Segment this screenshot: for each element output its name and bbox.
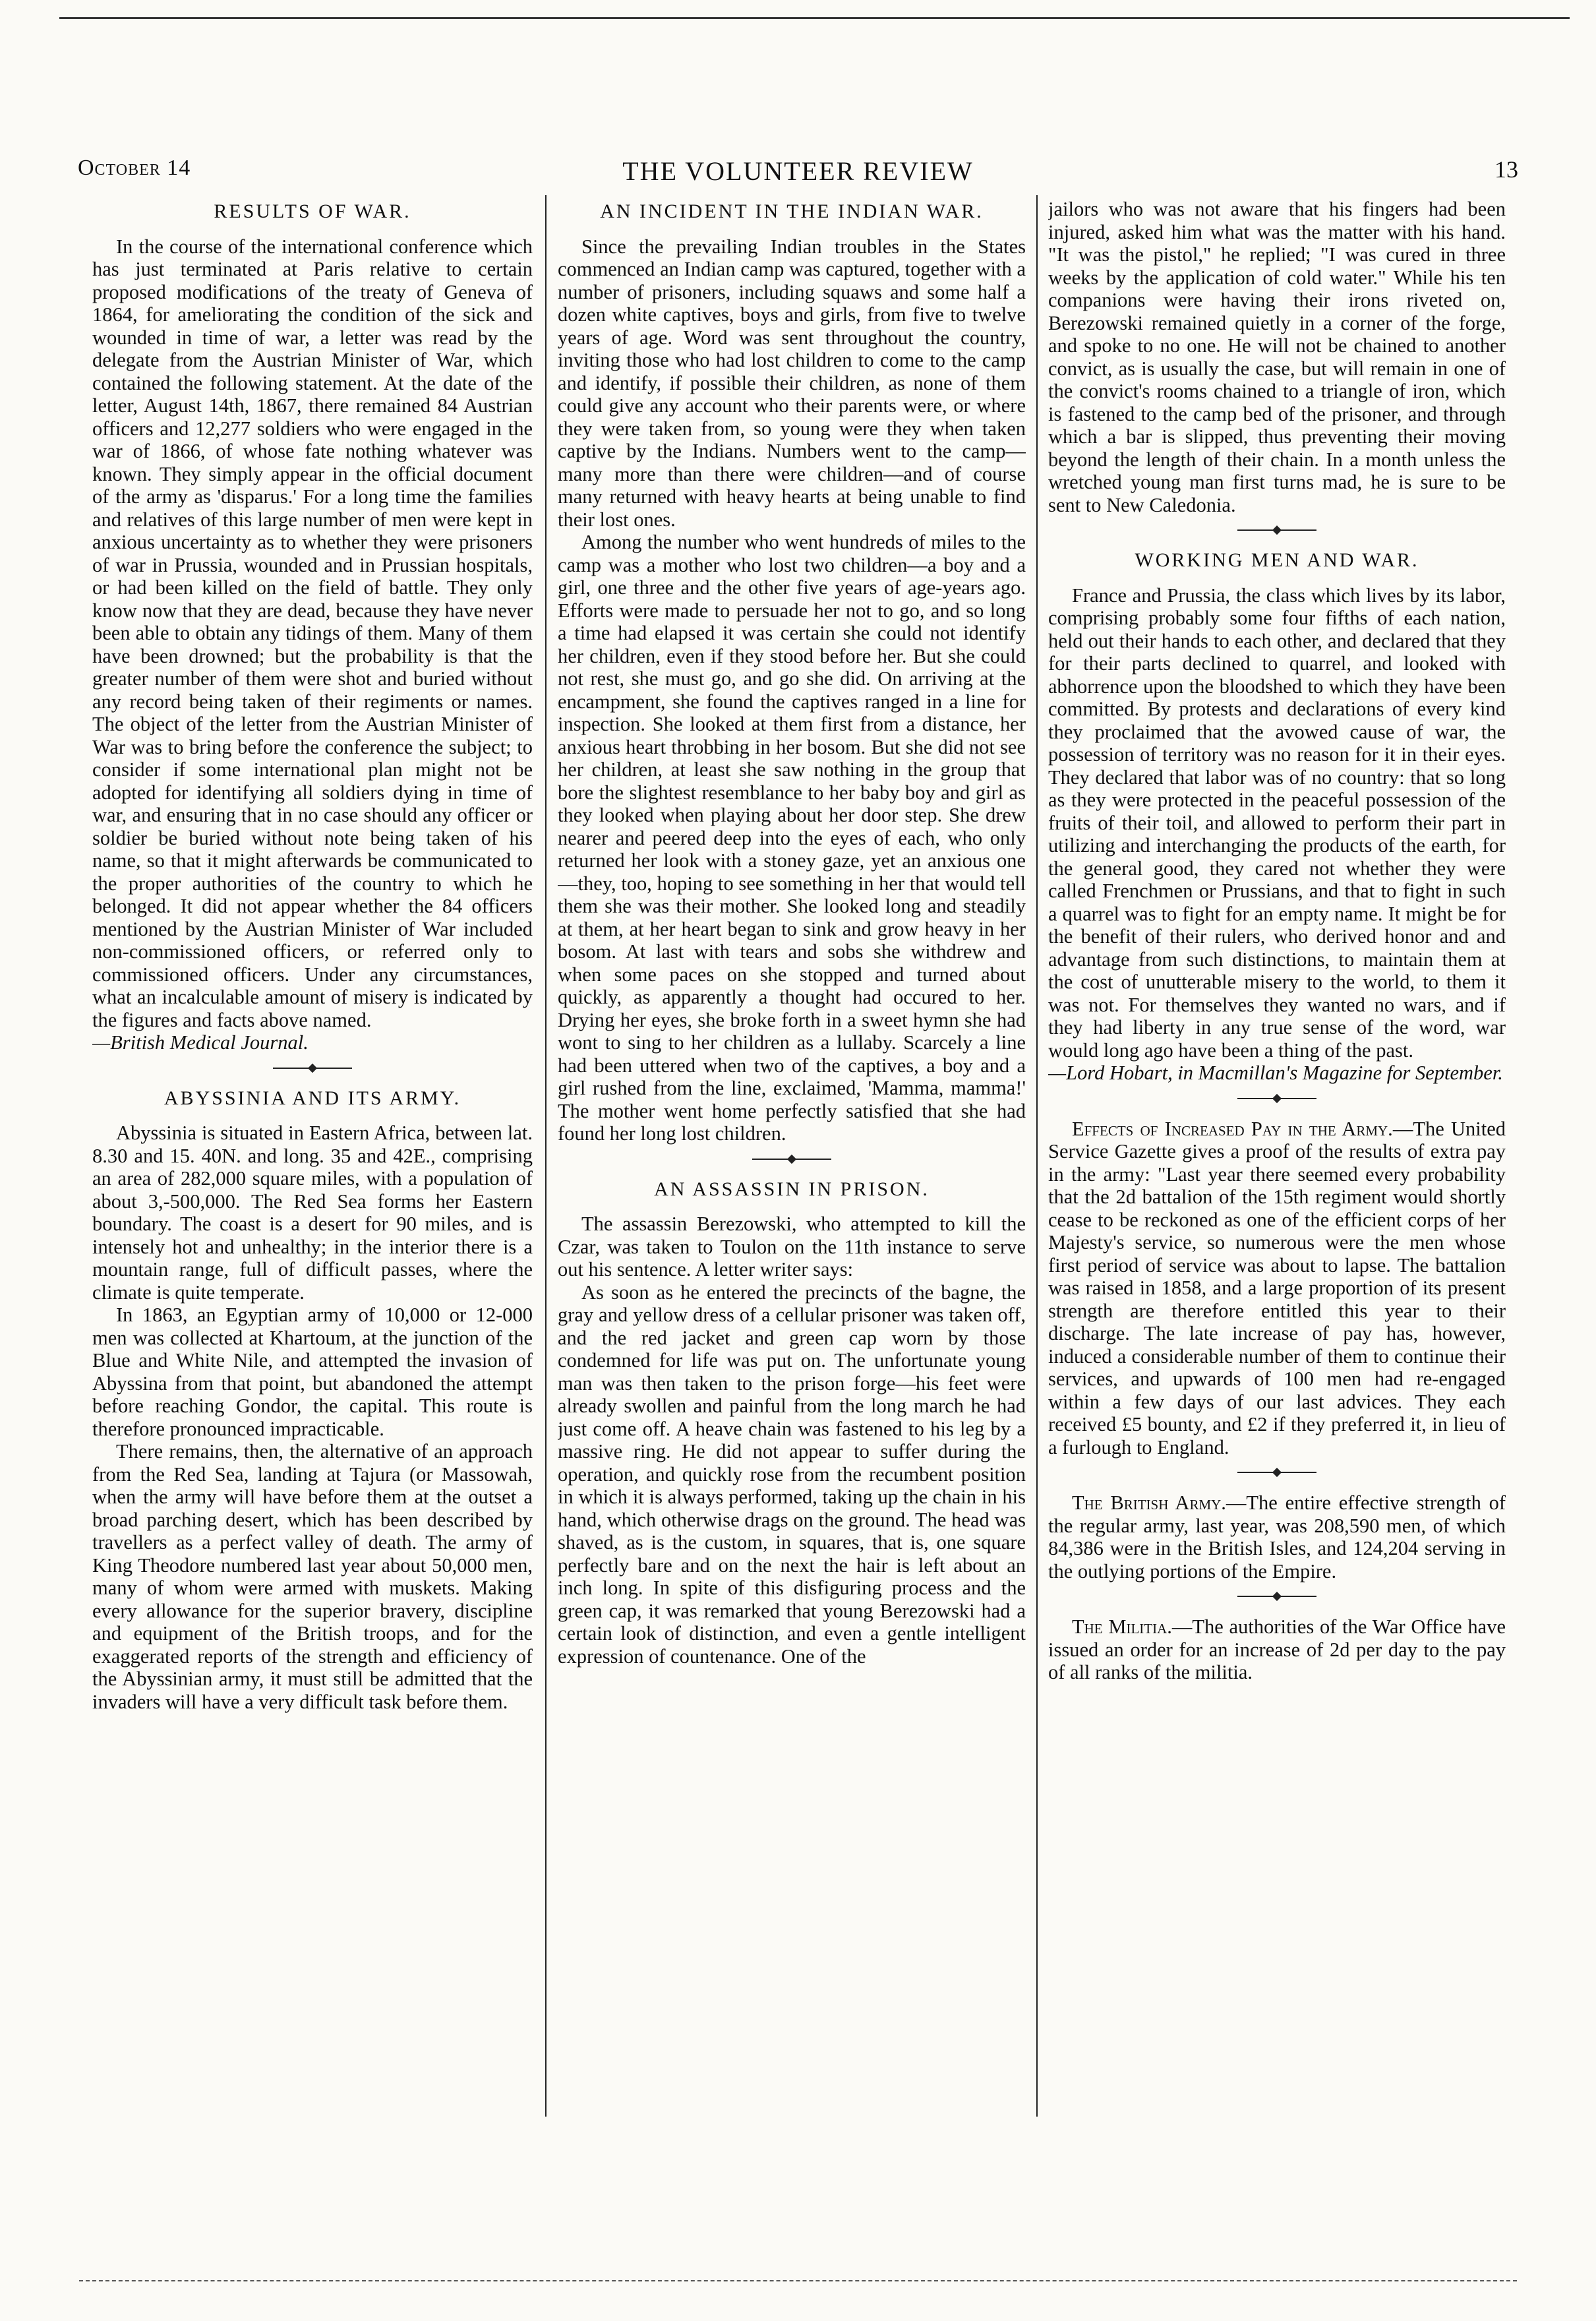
column-rule-1	[545, 195, 547, 2117]
news-item-text: —The authorities of the War Office have issued an order for an increase of 2d per day to the pay of all ranks of the militia.	[1048, 1615, 1506, 1683]
column-3	[1048, 198, 1506, 2123]
bottom-border-line	[79, 2280, 1517, 2281]
top-border-line	[59, 17, 1570, 19]
article-source: —Lord Hobart, in Macmillan's Magazine for September.	[1048, 1062, 1503, 1084]
news-item-militia	[1048, 1615, 1506, 1684]
article-title-working-men: WORKING MEN AND WAR.	[1135, 549, 1419, 571]
page-header	[78, 156, 1518, 195]
article-paragraph: Since the prevailing Indian troubles in the States commenced an Indian camp was captured, together with a number of prisoners, including squaws and some half a dozen white captives, boys and girls, from five to twelve years of age. Word was sent throughout the country, inviting those who had lost children to come to the camp and identify, if possible their children, as none of them could give any account who their parents were, or where they were taken from, so young were they when taken captive by the Indians. Numbers went to the camp—many more than there were children—and of course many returned with heavy hearts at being unable to find their lost ones.	[558, 235, 1026, 531]
article-source: —British Medical Journal.	[92, 1031, 309, 1054]
article-paragraph: Abyssinia is situated in Eastern Africa, between lat. 8.30 and 15. 40N. and long. 35 and 42E., comprising an area of 282,000 square miles, with a population of about 3,-500,000. The Red Sea forms her Eastern boundary. The coast is a desert for 90 miles, and is intensely hot and unhealthy; in the interior there is a mountain range, full of difficult passes, where the climate is quite temperate.	[92, 1122, 533, 1304]
news-item-pay	[1048, 1118, 1506, 1459]
article-paragraph: In 1863, an Egyptian army of 10,000 or 12-000 men was collected at Khartoum, at the junction of the Blue and White Nile, and attempted the invasion of Abyssina from that point, but abandoned the attempt before reaching Gondor, the capital. This route is therefore pronounced impracticable.	[92, 1304, 533, 1440]
news-item-army	[1048, 1492, 1506, 1582]
article-paragraph: There remains, then, the alternative of an approach from the Red Sea, landing at Tajura (or Massowah, when the army will have before them at the outset a broad parching desert, which has been described by travellers as a perfect valley of death. The army of King Theodore numbered last year about 50,000 men, many of whom were armed with muskets. Making every allowance for the superior bravery, discipline and equipment of the British troops, and for the exaggerated reports of the strength and efficiency of the Abyssinian army, it must still be admitted that the invaders will have a very difficult task before them.	[92, 1440, 533, 1713]
page-number: 13	[1494, 156, 1518, 183]
column-1	[92, 198, 533, 2123]
article-title-indian-war: AN INCIDENT IN THE INDIAN WAR.	[600, 200, 984, 222]
column-rule-2	[1036, 195, 1038, 2117]
news-item-lead: The Militia.	[1072, 1615, 1172, 1638]
news-item-text: —The entire effective strength of the regular army, last year, was 208,590 men, of which 84,386 were in the British Isles, and 124,204 serving in the outlying portions of the Empire.	[1048, 1492, 1506, 1582]
issue-date: October 14	[78, 156, 191, 180]
article-paragraph: In the course of the international conference which has just terminated at Paris relative to certain proposed modifications of the treaty of Geneva of 1864, for ameliorating the condition of the sick and wounded in time of war, a letter was read by the delegate from the Austrian Minister of War, which contained the following statement. At the date of the letter, August 14th, 1867, there remained 84 Austrian officers and 12,277 soldiers who were engaged in the war of 1866, of whose fate nothing whatever was known. They simply appear in the official document of the army as 'disparus.' For a long time the families and relatives of this large number of men were kept in anxious uncertainty as to whether they were prisoners of war in Prussia, wounded and in Prussian hospitals, or had been killed on the field of battle. They only know now that they are dead, because they have never been able to obtain any tidings of them. Many of them have been drowned; but the probability is that the greater number of them were shot and buried without any record being taken of their regiments or names. The object of the letter from the Austrian Minister of War was to bring before the conference the subject; to consider if some international plan might not be adopted for identifying all soldiers dying in time of war, and ensuring that in no case should any officer or soldier be buried without note being taken of his name, so that it might afterwards be communicated to the proper authorities of the country to which he belonged. It did not appear whether the 84 officers mentioned by the Austrian Minister of War included non-commissioned officers, or referred only to commissioned officers. Under any circumstances, what an incalculable amount of misery is indicated by the figures and facts above named.	[92, 235, 533, 1031]
article-separator	[1237, 1098, 1316, 1103]
article-separator	[1237, 529, 1316, 535]
news-item-lead: The British Army.	[1072, 1492, 1226, 1514]
news-item-lead: Effects of Increased Pay in the Army.	[1072, 1117, 1393, 1140]
article-separator	[752, 1159, 831, 1164]
article-title-abyssinia: ABYSSINIA AND ITS ARMY.	[163, 1087, 461, 1109]
article-separator	[1237, 1472, 1316, 1477]
article-paragraph: France and Prussia, the class which lives by its labor, comprising probably some four fifths of each nation, held out their hands to each other, and declared that they for their parts declined to quarrel, and looked with abhorrence upon the bloodshed to which they have been committed. By protests and declarations of every kind they proclaimed that the avowed cause of war, the possession of territory was no reason for it in their eyes. They declared that labor was of no country: that so long as they were protected in the peaceful possession of the fruits of their toil, and allowed to perform their part in utilizing and interchanging the products of the earth, for the general good, they cared not whether they were called Frenchmen or Prussians, and that to fight in such a quarrel was to fight for an empty name. It might be for the benefit of their rulers, who derived honor and and advantage from such distinctions, to maintain them at the cost of unutterable misery to the world, to them it was not. For themselves they wanted no wars, and if they had liberty in any true sense of the word, war would long ago have been a thing of the past.	[1048, 584, 1506, 1062]
news-item-text: —The United Service Gazette gives a proof of the results of extra pay in the army: "Last year there seemed every probability that the 2d battalion of the 15th regiment would shortly cease to be reckoned as one of the efficient corps of her Majesty's service, so numerous were the men whose first period of service was about to lapse. The battalion was raised in 1858, and a large proportion of its present strength are therefore entitled this year to their discharge. The late increase of pay has, however, induced a considerable number of them to continue their services, and upwards of 100 men had re-engaged within a few days of our last advices. They each received £5 bounty, and £2 if they preferred it, in lieu of a furlough to England.	[1048, 1117, 1506, 1459]
article-paragraph: The assassin Berezowski, who attempted to kill the Czar, was taken to Toulon on the 11th instance to serve out his sentence. A letter writer says:	[558, 1213, 1026, 1281]
article-title-results-of-war: RESULTS OF WAR.	[214, 200, 411, 222]
article-paragraph: As soon as he entered the precincts of the bagne, the gray and yellow dress of a cellular prisoner was taken off, and the red jacket and green cap worn by those condemned for life was put on. The unfortunate young man was then taken to the prison forge—his feet were already swollen and painful from the long march he had just come off. A heave chain was fastened to his leg by a massive ring. He did not appear to suffer during the operation, and quickly rose from the recumbent position in which it is always performed, taking up the chain in his hand, which otherwise drags on the ground. The head was shaved, as is the custom, in squares, that is, one square perfectly bare and on the next the hair is left about an inch long. In spite of this disfiguring process and the green cap, it was remarked that young Berezowski had a certain look of distinction, and even a gentle intelligent expression of countenance. One of the	[558, 1281, 1026, 1668]
article-separator	[1237, 1596, 1316, 1601]
article-continued-paragraph: jailors who was not aware that his fingers had been injured, asked him what was the matter with his hand. "It was the pistol," he replied; "I was cured in three weeks by the application of cold water." While his ten companions were having their irons riveted on, Berezowski remained quietly in a corner of the forge, and spoke to no one. He will not be chained to another convict, as is usually the case, but will remain in one of the convict's rooms chained to a triangle of iron, which is fastened to the camp bed of the prisoner, and through which a bar is slipped, thus preventing their moving beyond the length of their chain. In a month unless the wretched young man first turns mad, he is sure to be sent to New Caledonia.	[1048, 198, 1506, 516]
publication-title: THE VOLUNTEER REVIEW	[622, 156, 974, 186]
article-separator	[273, 1068, 352, 1073]
article-paragraph: Among the number who went hundreds of miles to the camp was a mother who lost two children—a boy and a girl, one three and the other five years of age-years ago. Efforts were made to persuade her not to go, and so long a time had elapsed it was certain she could not identify her children, even if they stood before her. But she could not rest, she must go, and go she did. On arriving at the encampment, she found the captives ranged in a line for inspection. She looked at them first from a distance, her anxious heart throbbing in her bosom. But she did not see her children, at least she saw nothing in the group that bore the slightest resemblance to her baby boy and girl as they looked when playing about her door step. She drew nearer and peered deep into the eyes of each, who only returned her look with a stoney gaze, yet an anxious one—they, too, hoping to see something in her that would tell them she was their mother. She looked long and steadily at them, at her heart began to sink and grow heavy in her bosom. At last with tears and sobs she withdrew and when some paces on she stopped and turned about quickly, as apparently a thought had occured to her. Drying her eyes, she broke forth in a sweet hymn she had wont to sing to her children as a lullaby. Scarcely a line had been uttered when two of the captives, a boy and a girl rushed from the line, exclaimed, 'Mamma, mamma!' The mother went home perfectly satisfied that she had found her long lost children.	[558, 531, 1026, 1145]
column-2	[558, 198, 1026, 2123]
article-title-assassin: AN ASSASSIN IN PRISON.	[654, 1178, 930, 1200]
